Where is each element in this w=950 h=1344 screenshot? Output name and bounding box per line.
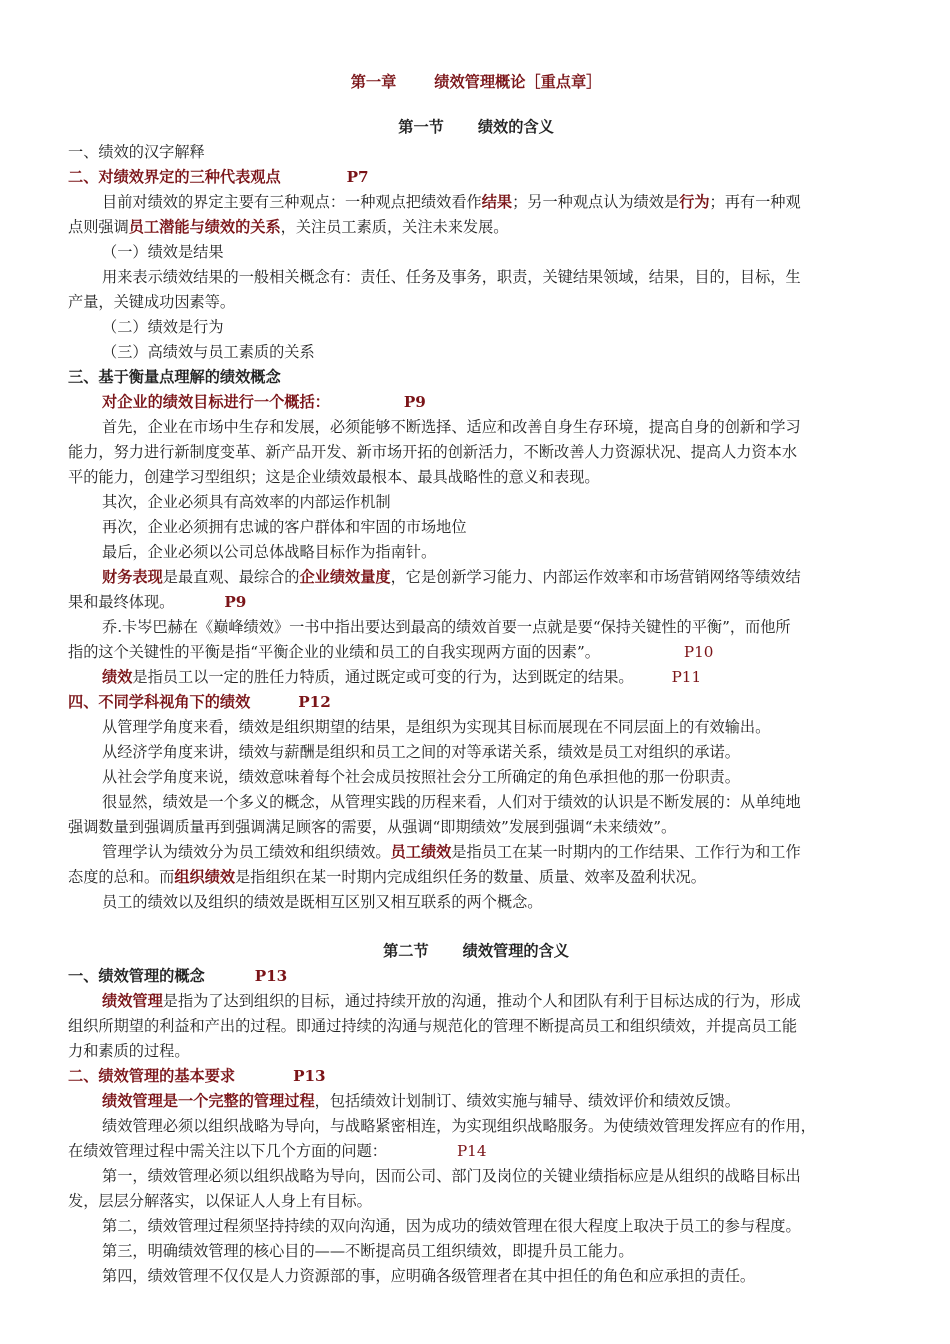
page-ref: P14 — [456, 1142, 487, 1160]
paragraph-first-cont2: 平的能力，创建学习型组织；这是企业绩效最根本、最具战略性的意义和表现。 — [68, 468, 600, 486]
s2-paragraph-definition-cont2: 力和素质的过程。 — [68, 1042, 190, 1060]
paragraph-definition: 绩效是指员工以一定的胜任力特质，通过既定或可变的行为，达到既定的结果。 P11 — [102, 668, 702, 686]
paragraph-three-views-cont: 点则强调员工潜能与绩效的关系，关注员工素质，关注未来发展。 — [68, 218, 509, 236]
page-ref: P9 — [224, 593, 247, 611]
paragraph-finance-cont: 果和最终体现。 P9 — [68, 593, 247, 611]
s2-point-1-cont: 发，层层分解落实，以保证人人身上有目标。 — [68, 1192, 372, 1210]
chapter-title: 第一章 绩效管理概论［重点章］ — [350, 73, 602, 91]
section-1-title: 第一节 绩效的含义 — [398, 118, 554, 136]
paragraph-katzenbach: 乔.卡岑巴赫在《巅峰绩效》一书中指出要达到最高的绩效首要一点就是要“保持关键性的平衡”，而他所 — [102, 618, 791, 636]
paragraph-first-cont: 能力，努力进行新制度变革、新产品开发、新市场开拓的创新活力，不断改善人力资源状况、提高人力资本水 — [68, 443, 797, 461]
paragraph-obvious: 很显然，绩效是一个多义的概念，从管理实践的历程来看，人们对于绩效的认识是不断发展的：从单纯地 — [102, 793, 801, 811]
section-2-title: 第二节 绩效管理的含义 — [383, 942, 569, 960]
s2-heading-1: 一、绩效管理的概念 P13 — [68, 967, 288, 985]
page-ref: P12 — [298, 693, 331, 711]
s2-paragraph-strategy-cont: 在绩效管理过程中需关注以下几个方面的问题： P14 — [68, 1142, 487, 1160]
s2-point-3: 第三，明确绩效管理的核心目的——不断提高员工组织绩效，即提升员工能力。 — [102, 1242, 634, 1260]
s2-paragraph-strategy: 绩效管理必须以组织战略为导向，与战略紧密相连，为实现组织战略服务。为使绩效管理发挥应有的作用， — [102, 1117, 816, 1135]
heading-1: 一、绩效的汉字解释 — [68, 143, 205, 161]
s2-paragraph-definition-cont: 组织所期望的利益和产出的过程。即通过持续的沟通与规范化的管理不断提高员工和组织绩效，并提高员工能 — [68, 1017, 797, 1035]
paragraph-result-concepts-cont: 产量，关键成功因素等。 — [68, 293, 236, 311]
paragraph-economics-view: 从经济学角度来讲，绩效与薪酬是组织和员工之间的对等承诺关系，绩效是员工对组织的承诺。 — [102, 743, 740, 761]
paragraph-katzenbach-cont: 指的这个关键性的平衡是指“平衡企业的业绩和员工的自我实现两方面的因素”。 P10 — [68, 643, 714, 661]
subheading-result: （一）绩效是结果 — [102, 243, 224, 261]
paragraph-finance: 财务表现是最直观、最综合的企业绩效量度，它是创新学习能力、内部运作效率和市场营销网络等绩效结 — [102, 568, 801, 586]
paragraph-three-views: 目前对绩效的界定主要有三种观点：一种观点把绩效看作结果；另一种观点认为绩效是行为；再有一种观 — [102, 193, 801, 211]
s2-paragraph-definition: 绩效管理是指为了达到组织的目标，通过持续开放的沟通，推动个人和团队有利于目标达成的行为，形成 — [102, 992, 801, 1010]
s2-heading-2: 二、绩效管理的基本要求 P13 — [68, 1067, 326, 1085]
s2-paragraph-complete-process: 绩效管理是一个完整的管理过程，包括绩效计划制订、绩效实施与辅导、绩效评价和绩效反馈。 — [102, 1092, 740, 1110]
document-page — [68, 70, 884, 1289]
paragraph-sociology-view: 从社会学角度来说，绩效意味着每个社会成员按照社会分工所确定的角色承担他的那一份职责。 — [102, 768, 740, 786]
paragraph-last: 最后，企业必须以公司总体战略目标作为指南针。 — [102, 543, 437, 561]
s2-point-1: 第一，绩效管理必须以组织战略为导向，因而公司、部门及岗位的关键业绩指标应是从组织的战略目标出 — [102, 1167, 801, 1185]
heading-4: 四、不同学科视角下的绩效 P12 — [68, 693, 331, 711]
subheading-quality: （三）高绩效与员工素质的关系 — [102, 343, 315, 361]
paragraph-result-concepts: 用来表示绩效结果的一般相关概念有：责任、任务及事务，职责，关键结果领域，结果，目的，目标，生 — [102, 268, 801, 286]
paragraph-performance-types: 管理学认为绩效分为员工绩效和组织绩效。员工绩效是指员工在某一时期内的工作结果、工作行为和工作 — [102, 843, 801, 861]
page-ref: P10 — [683, 643, 714, 661]
heading-3: 三、基于衡量点理解的绩效概念 — [68, 368, 281, 386]
page-ref: P13 — [254, 967, 288, 985]
s2-point-4: 第四，绩效管理不仅仅是人力资源部的事，应明确各级管理者在其中担任的角色和应承担的责任。 — [102, 1267, 756, 1285]
paragraph-first: 首先，企业在市场中生存和发展，必须能够不断选择、适应和改善自身生存环境，提高自身的创新和学习 — [102, 418, 801, 436]
paragraph-third: 再次，企业必须拥有忠诚的客户群体和牢固的市场地位 — [102, 518, 467, 536]
paragraph-obvious-cont: 强调数量到强调质量再到强调满足顾客的需要，从强调“即期绩效”发展到强调“未来绩效”。 — [68, 818, 677, 836]
paragraph-management-view: 从管理学角度来看，绩效是组织期望的结果，是组织为实现其目标而展现在不同层面上的有效输出。 — [102, 718, 771, 736]
paragraph-second: 其次，企业必须具有高效率的内部运作机制 — [102, 493, 391, 511]
page-ref: P11 — [671, 668, 702, 686]
s2-point-2: 第二，绩效管理过程须坚持持续的双向沟通，因为成功的绩效管理在很大程度上取决于员工的参与程度。 — [102, 1217, 801, 1235]
page-ref: P13 — [293, 1067, 326, 1085]
subheading-behavior: （二）绩效是行为 — [102, 318, 224, 336]
page-ref: P7 — [346, 168, 369, 186]
page-ref: P9 — [403, 393, 426, 411]
summary-heading: 对企业的绩效目标进行一个概括： P9 — [102, 393, 426, 411]
heading-2: 二、对绩效界定的三种代表观点 P7 — [68, 168, 369, 186]
paragraph-relation: 员工的绩效以及组织的绩效是既相互区别又相互联系的两个概念。 — [102, 893, 543, 911]
paragraph-performance-types-cont: 态度的总和。而组织绩效是指组织在某一时期内完成组织任务的数量、质量、效率及盈利状况。 — [68, 868, 706, 886]
